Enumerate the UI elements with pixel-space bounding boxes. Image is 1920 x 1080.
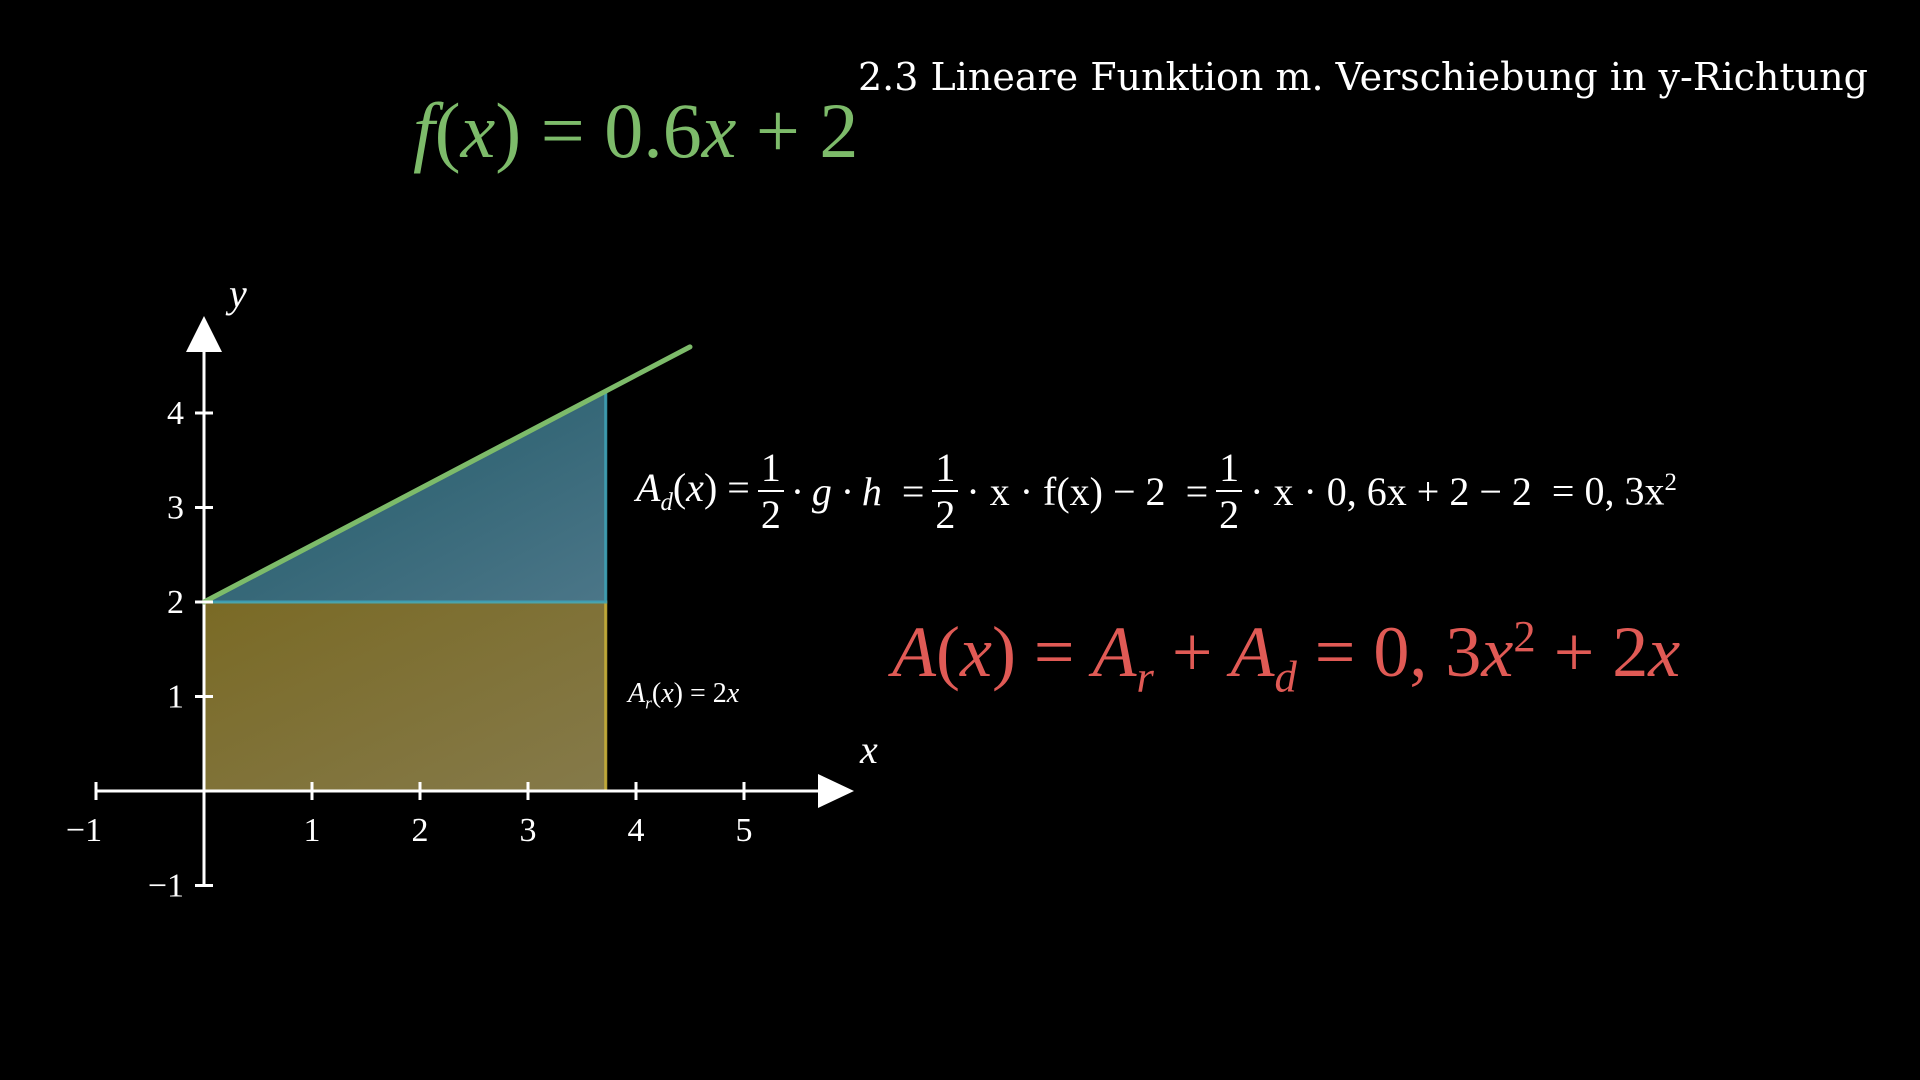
y-tick-label: 1 <box>167 678 184 716</box>
part2-name: A <box>1230 612 1275 692</box>
equals-sign: = <box>1033 612 1075 692</box>
fraction-denominator: 2 <box>935 492 956 537</box>
rect-area-rhs-var: x <box>726 678 740 709</box>
function-var: x <box>460 87 496 174</box>
rect-area-rhs: 2 <box>712 678 727 709</box>
x-tick-label: 3 <box>519 812 537 849</box>
triangle-area-sub: d <box>660 488 673 516</box>
paren-close: ) <box>991 612 1016 692</box>
total-area-name: A <box>892 612 936 692</box>
fraction-one-half-2 <box>932 445 958 537</box>
rect-area-name: A <box>628 678 646 709</box>
fraction-numerator: 1 <box>932 448 958 492</box>
function-paren-close: ) <box>495 87 522 174</box>
x-axis-label: x <box>860 727 878 772</box>
x-tick-label: 2 <box>411 812 429 849</box>
triangle-area-lhs: $A_d(x)$ = <box>636 464 750 516</box>
result-coef: 0, 3 <box>1373 612 1482 692</box>
function-name: f <box>413 87 435 174</box>
x-tick-label: 4 <box>627 812 645 849</box>
fraction-one-half-3 <box>1216 445 1242 537</box>
scene-title: 2.3 Lineare Funktion m. Verschiebung in y-Richtung <box>858 55 1868 99</box>
fraction-numerator: 1 <box>758 448 784 492</box>
y-tick-label: 3 <box>167 489 184 527</box>
function-rhs: = 0.6 <box>540 87 702 174</box>
function-rhs-tail: + 2 <box>755 87 859 174</box>
x-tick-label: 5 <box>735 812 753 849</box>
total-area-var: x <box>959 612 992 692</box>
rect-area-sub: r <box>645 693 652 713</box>
rect-area-label <box>628 680 739 712</box>
y-tick-label: −1 <box>147 867 184 905</box>
y-tick-label: 4 <box>167 395 184 432</box>
triangle-area-step2: · x · f(x) − 2 <box>966 468 1166 514</box>
y-axis-arrowhead <box>186 316 222 352</box>
rect-area-var: x <box>661 678 674 709</box>
rectangle-area-region <box>204 602 606 791</box>
part1-name: A <box>1092 612 1137 692</box>
fraction-numerator: 1 <box>1216 448 1242 492</box>
part1-sub: r <box>1136 651 1154 702</box>
triangle-area-step1: · g · h <box>791 468 882 514</box>
triangle-area-result: = 0, $3x^2$ <box>1551 468 1677 514</box>
triangle-area-step3: · x · 0, 6x + 2 − 2 <box>1250 468 1532 514</box>
function-paren-open: ( <box>434 87 461 174</box>
triangle-area-name: A <box>636 464 661 510</box>
fraction-one-half-1 <box>758 445 784 537</box>
triangle-area-var: x <box>686 464 704 510</box>
function-rhs-var: x <box>701 87 737 174</box>
triangle-area-formula <box>636 445 1677 537</box>
result-var2: x <box>1648 612 1681 692</box>
equals-sign: = <box>1165 468 1209 514</box>
result-tail: + 2 <box>1553 612 1649 692</box>
fraction-denominator: 2 <box>760 492 781 537</box>
part2-sub: d <box>1274 651 1297 702</box>
x-axis-arrowhead <box>818 774 854 808</box>
x-tick-label: 1 <box>303 812 321 849</box>
paren-open: ( <box>935 612 960 692</box>
fraction-denominator: 2 <box>1219 492 1240 537</box>
result-exp: 2 <box>1513 611 1536 661</box>
equals-sign: = <box>1314 612 1356 692</box>
total-area-formula <box>892 611 1681 702</box>
rect-area-paren-close: ) <box>673 678 683 709</box>
rect-area-eq: = <box>689 678 706 709</box>
x-tick-label: −1 <box>65 812 103 849</box>
y-axis-label: y <box>229 271 247 316</box>
rect-area-paren-open: ( <box>651 678 662 709</box>
plus-sign: + <box>1171 612 1213 692</box>
y-tick-label: 2 <box>167 584 184 621</box>
result-var: x <box>1481 612 1514 692</box>
equals-sign: = <box>881 468 925 514</box>
